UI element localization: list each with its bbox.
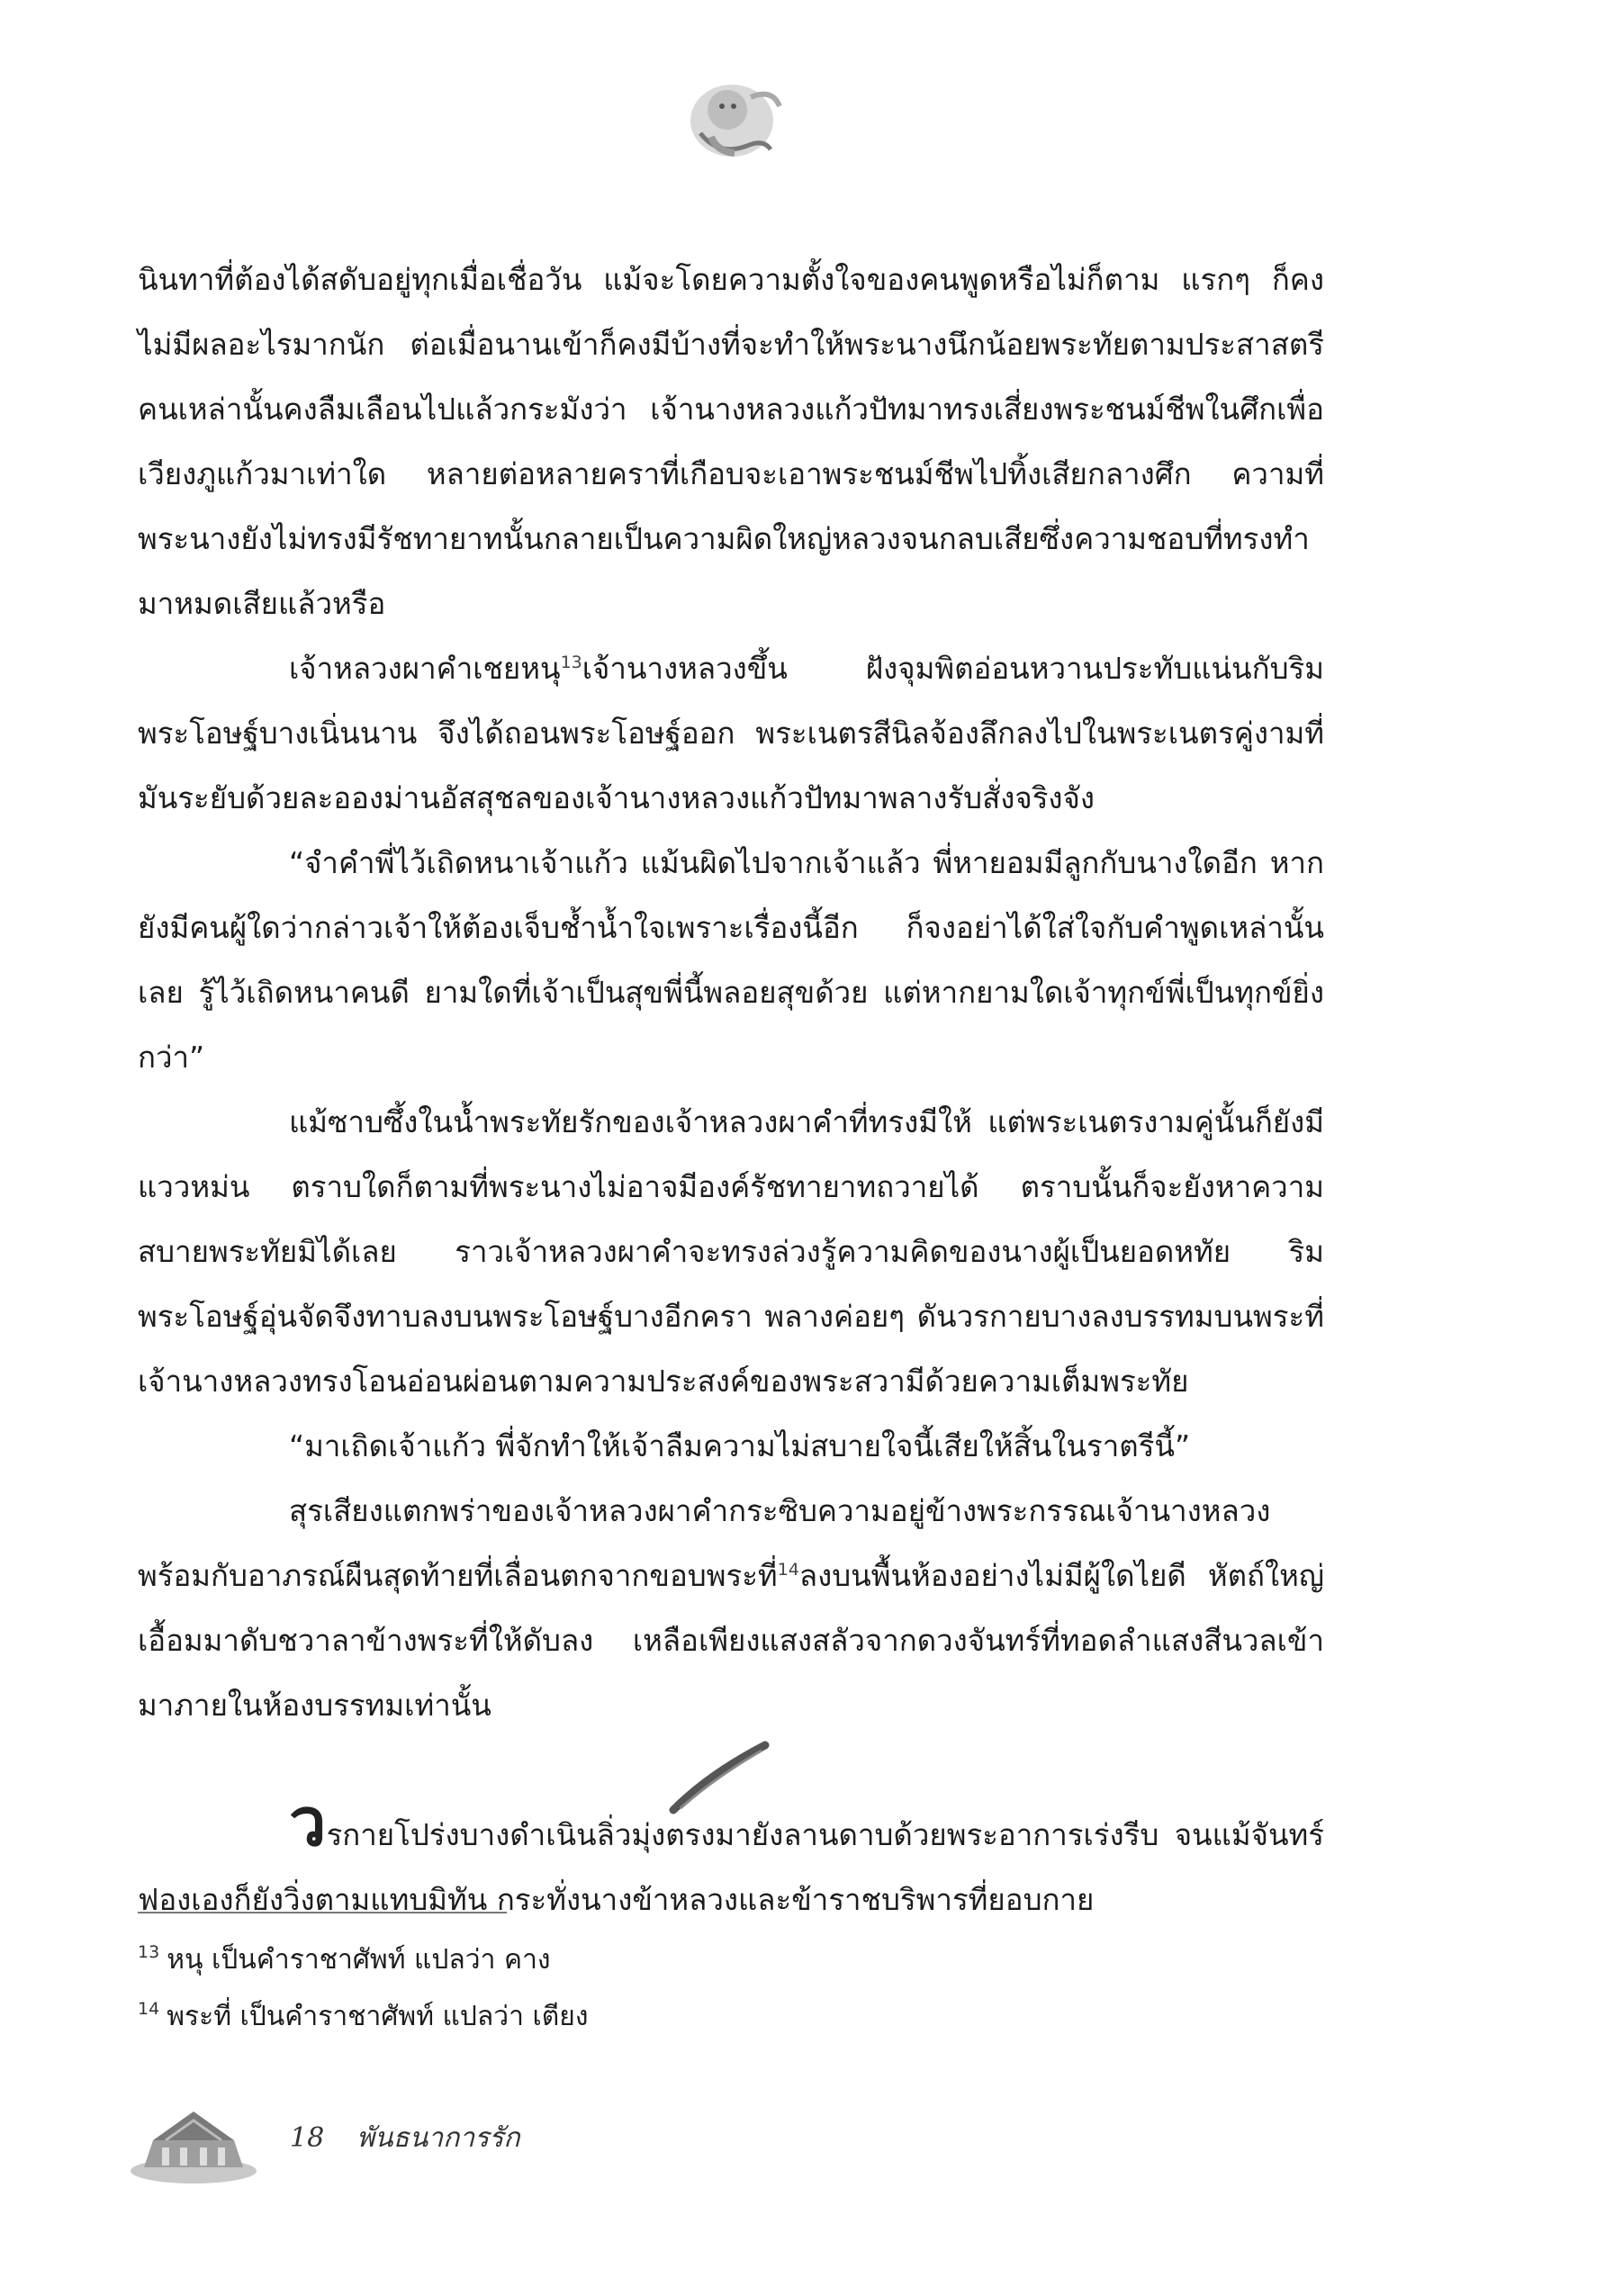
footnote-number: 14 bbox=[138, 1999, 160, 2019]
book-title: พันธนาการรัก bbox=[356, 2122, 520, 2154]
paragraph: เจ้าหลวงผาคำเชยหนุ$^{13}$เจ้านางหลวงขึ้น ฝังจุมพิตอ่อนหวานประทับแน่นกับริมพระโอษฐ์บางเนิ่นนาน จึงได้ถอนพระโอษฐ์ออก พระเนตรสีนิลจ้องลึกลงไปในพระเนตรคู่งามที่มันระยับด้วยละอองม่านอัสสุชลของเจ้านางหลวงแก้วปัทมาพลางรับสั่งจริงจัง bbox=[138, 651, 1324, 815]
footnote-divider bbox=[138, 1912, 507, 1913]
paragraph: “จำคำพี่ไว้เถิดหนาเจ้าแก้ว แม้นผิดไปจากเจ้าแล้ว พี่หายอมมีลูกกับนางใดอีก หากยังมีคนผู้ใดว่ากล่าวเจ้าให้ต้องเจ็บช้ำน้ำใจเพราะเรื่องนี้อีก ก็จงอย่าได้ใส่ใจกับคำพูดเหล่านั้นเลย รู้ไว้เถิดหนาคนดี ยามใดที่เจ้าเป็นสุขพี่นี้พลอยสุขด้วย แต่หากยามใดเจ้าทุกข์พี่เป็นทุกข์ยิ่งกว่า” bbox=[138, 845, 1324, 1075]
body-text bbox=[138, 248, 1324, 1932]
footnote-ref-13: 13 bbox=[560, 653, 582, 672]
paragraph: “มาเถิดเจ้าแก้ว พี่จักทำให้เจ้าลืมความไม่สบายใจนี้เสียให้สิ้นในราตรีนี้” bbox=[289, 1428, 1191, 1463]
cherub-illustration-icon bbox=[664, 70, 799, 169]
paragraph: สุรเสียงแตกพร่าของเจ้าหลวงผาคำกระซิบความอยู่ข้างพระกรรณเจ้านางหลวงพร้อมกับอาภรณ์ผืนสุดท้ายที่เลื่อนตกจากขอบพระที่$^{14}$ลงบนพื้นห้องอย่างไม่มีผู้ใดไยดี หัตถ์ใหญ่เอื้อมมาดับชวาลาข้างพระที่ให้ดับลง เหลือเพียงแสงสลัวจากดวงจันทร์ที่ทอดลำแสงสีนวลเข้ามาภายในห้องบรรทมเท่านั้น bbox=[138, 1493, 1324, 1723]
page-footer bbox=[290, 2117, 520, 2159]
footnote-number: 13 bbox=[138, 1942, 160, 1962]
footnotes bbox=[138, 1933, 1218, 2047]
drop-cap: ว bbox=[289, 1784, 327, 1861]
footnote-ref-14: 14 bbox=[777, 1560, 799, 1580]
footnote-text: หนุ เป็นคำราชาศัพท์ แปลว่า คาง bbox=[167, 1944, 551, 1976]
footnote bbox=[138, 1990, 1218, 2047]
footnote bbox=[138, 1933, 1218, 1990]
paragraph: นินทาที่ต้องได้สดับอยู่ทุกเมื่อเชื่อวัน แม้จะโดยความตั้งใจของคนพูดหรือไม่ก็ตาม แรกๆ ก็คงไม่มีผลอะไรมากนัก ต่อเมื่อนานเข้าก็คงมีบ้างที่จะทำให้พระนางนึกน้อยพระทัยตามประสาสตรี คนเหล่านั้นคงลืมเลือนไปแล้วกระมังว่า เจ้านางหลวงแก้วปัทมาทรงเสี่ยงพระชนม์ชีพในศึกเพื่อเวียงภูแก้วมาเท่าใด หลายต่อหลายคราที่เกือบจะเอาพระชนม์ชีพไปทิ้งเสียกลางศึก ความที่พระนางยังไม่ทรงมีรัชทายาทนั้นกลายเป็นความผิดใหญ่หลวงจนกลบเสียซึ่งความชอบที่ทรงทำมาหมดเสียแล้วหรือ bbox=[138, 262, 1324, 621]
footnote-text: พระที่ เป็นคำราชาศัพท์ แปลว่า เตียง bbox=[167, 2001, 589, 2032]
paragraph: วรกายโปร่งบางดำเนินลิ่วมุ่งตรงมายังลานดาบด้วยพระอาการเร่งรีบ จนแม้จันทร์ฟองเองก็ยังวิ่งตามแทบมิทัน กระทั่งนางข้าหลวงและข้าราชบริพารที่ยอบกาย bbox=[138, 1803, 1324, 1932]
temple-illustration-icon bbox=[126, 2104, 261, 2187]
page-number: 18 bbox=[290, 2122, 325, 2154]
paragraph: แม้ซาบซึ้งในน้ำพระทัยรักของเจ้าหลวงผาคำที่ทรงมีให้ แต่พระเนตรงามคู่นั้นก็ยังมีแววหม่น ตราบใดก็ตามที่พระนางไม่อาจมีองค์รัชทายาทถวายได้ ตราบนั้นก็จะยังหาความสบายพระทัยมิได้เลย ราวเจ้าหลวงผาคำจะทรงล่วงรู้ความคิดของนางผู้เป็นยอดหทัย ริมพระโอษฐ์อุ่นจัดจึงทาบลงบนพระโอษฐ์บางอีกครา พลางค่อยๆ ดันวรกายบางลงบรรทมบนพระที่ เจ้านางหลวงทรงโอนอ่อนผ่อนตามความประสงค์ของพระสวามีด้วยความเต็มพระทัย bbox=[138, 1104, 1324, 1399]
brush-stroke-icon bbox=[664, 1738, 772, 1819]
